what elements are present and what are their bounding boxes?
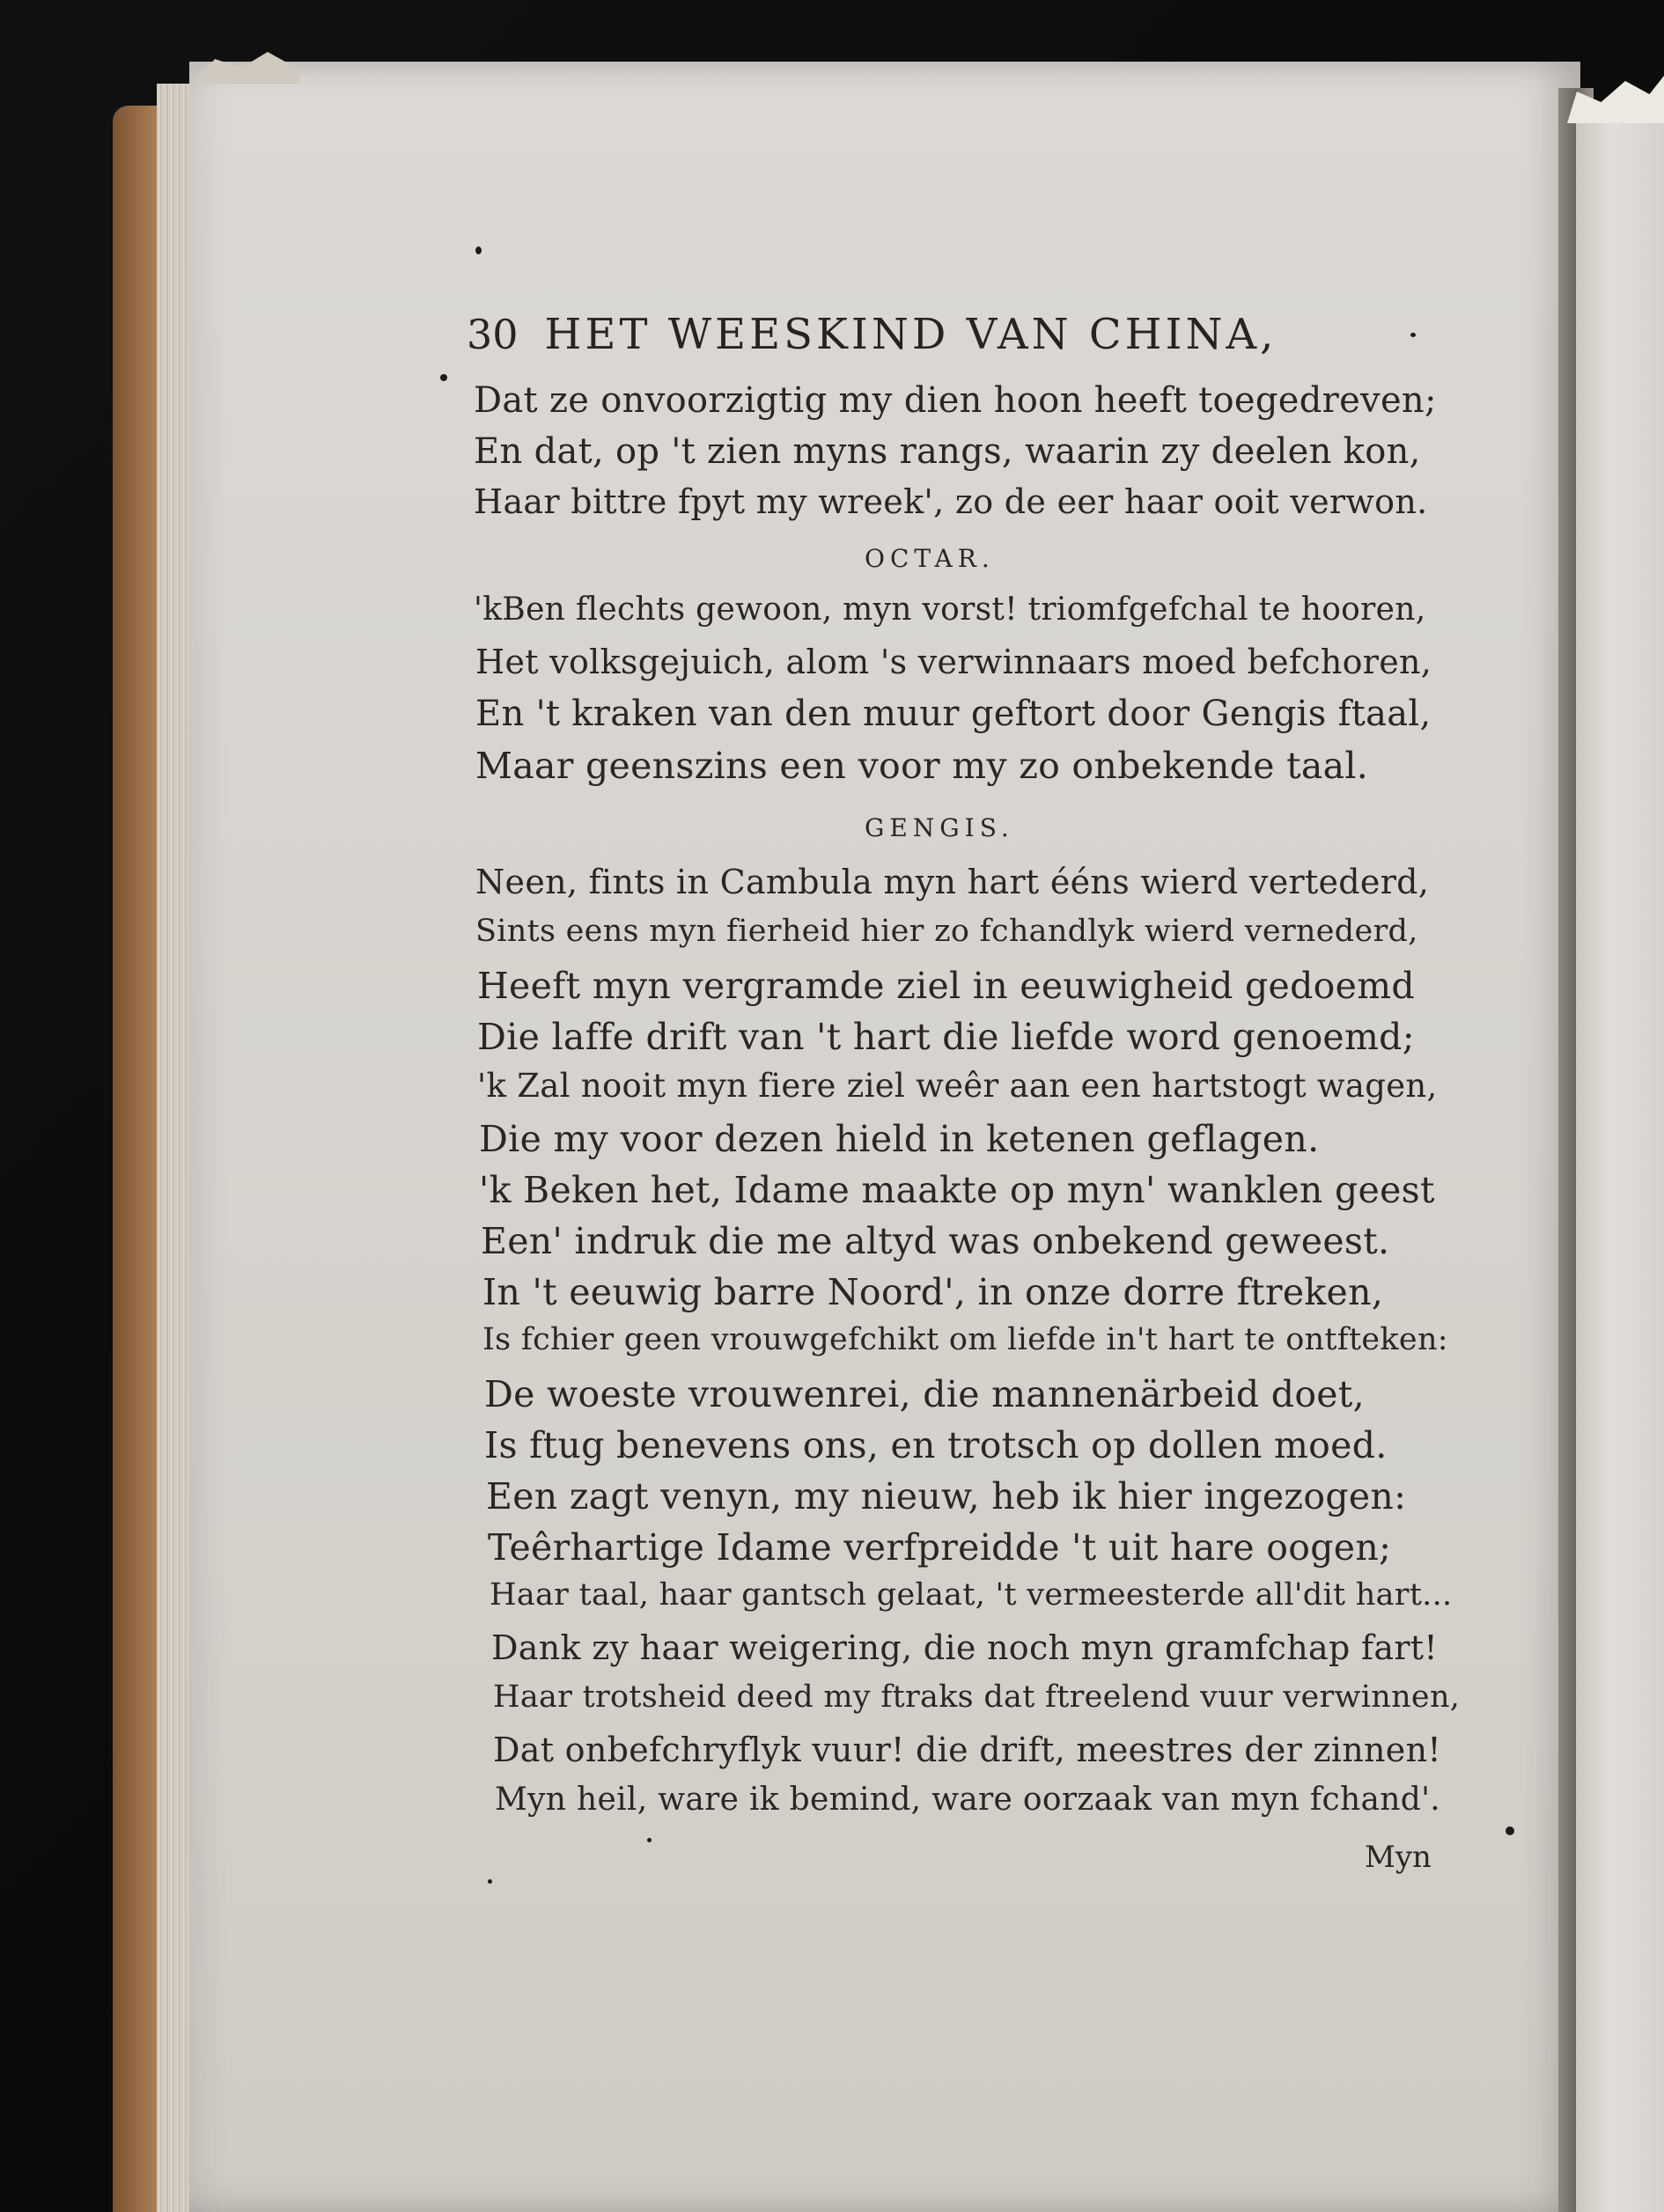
paper-speck (475, 246, 482, 254)
facing-page (1576, 106, 1664, 2212)
paper-speck (488, 1879, 492, 1884)
verse-line: De woeste vrouwenrei, die mannenärbeid doet, (484, 1373, 1365, 1415)
verse-line: Haar bittre fpyt my wreek', zo de eer haar ooit verwon. (474, 482, 1428, 521)
speaker-name: OCTAR. (865, 544, 995, 573)
verse-line: Neen, fints in Cambula myn hart ééns wierd vertederd, (475, 863, 1430, 901)
verse-line: 'k Zal nooit myn fiere ziel weêr aan een hartstogt wagen, (477, 1067, 1438, 1105)
paper-speck (647, 1838, 652, 1842)
verse-line: Dank zy haar weigering, die noch myn gramfchap fart! (491, 1628, 1438, 1667)
running-header (467, 310, 1435, 359)
verse-line: Is ftug benevens ons, en trotsch op dollen moed. (484, 1424, 1388, 1466)
verse-line: Maar geenszins een voor my zo onbekende taal. (475, 745, 1369, 787)
verse-line: Heeft myn vergramde ziel in eeuwigheid gedoemd (477, 965, 1415, 1007)
verse-line: Die laffe drift van 't hart die liefde word genoemd; (477, 1016, 1415, 1058)
running-title: HET WEESKIND VAN CHINA, (544, 310, 1277, 359)
verse-line: Die my voor dezen hield in ketenen geflagen. (479, 1118, 1320, 1160)
page-number: 30 (467, 311, 519, 358)
verse-line: 'k Beken het, Idame maakte op myn' wanklen geest (479, 1169, 1435, 1211)
catchword: Myn (1365, 1840, 1432, 1875)
verse-line: Dat ze onvoorzigtig my dien hoon heeft toegedreven; (474, 380, 1437, 421)
verse-line: Haar taal, haar gantsch gelaat, 't vermeesterde all'dit hart... (490, 1577, 1453, 1613)
verse-line: Is fchier geen vrouwgefchikt om liefde in't hart te ontfteken: (482, 1322, 1448, 1357)
verse-line: Dat onbefchryflyk vuur! die drift, meestres der zinnen! (493, 1731, 1441, 1769)
verse-line: Teêrhartige Idame verfpreidde 't uit hare oogen; (488, 1526, 1392, 1569)
verse-line: Het volksgejuich, alom 's verwinnaars moed befchoren, (475, 643, 1432, 681)
verse-line: 'kBen flechts gewoon, myn vorst! triomfgefchal te hooren, (474, 592, 1426, 628)
speaker-name: GENGIS. (865, 813, 1014, 842)
verse-line: Een zagt venyn, my nieuw, heb ik hier ingezogen: (486, 1475, 1407, 1518)
verse-line: Haar trotsheid deed my ftraks dat ftreelend vuur verwinnen, (493, 1679, 1461, 1715)
verse-line: In 't eeuwig barre Noord', in onze dorre ftreken, (482, 1271, 1384, 1313)
paper-speck (440, 374, 447, 381)
paper-speck (1506, 1826, 1514, 1835)
verse-line: Een' indruk die me altyd was onbekend geweest. (481, 1220, 1390, 1262)
verse-line: En 't kraken van den muur geftort door Gengis ftaal, (475, 694, 1432, 734)
verse-line: Sints eens myn fierheid hier zo fchandlyk wierd vernederd, (475, 914, 1418, 949)
verse-line: Myn heil, ware ik bemind, ware oorzaak van myn fchand'. (495, 1782, 1441, 1818)
verse-line: En dat, op 't zien myns rangs, waarin zy deelen kon, (474, 431, 1421, 472)
